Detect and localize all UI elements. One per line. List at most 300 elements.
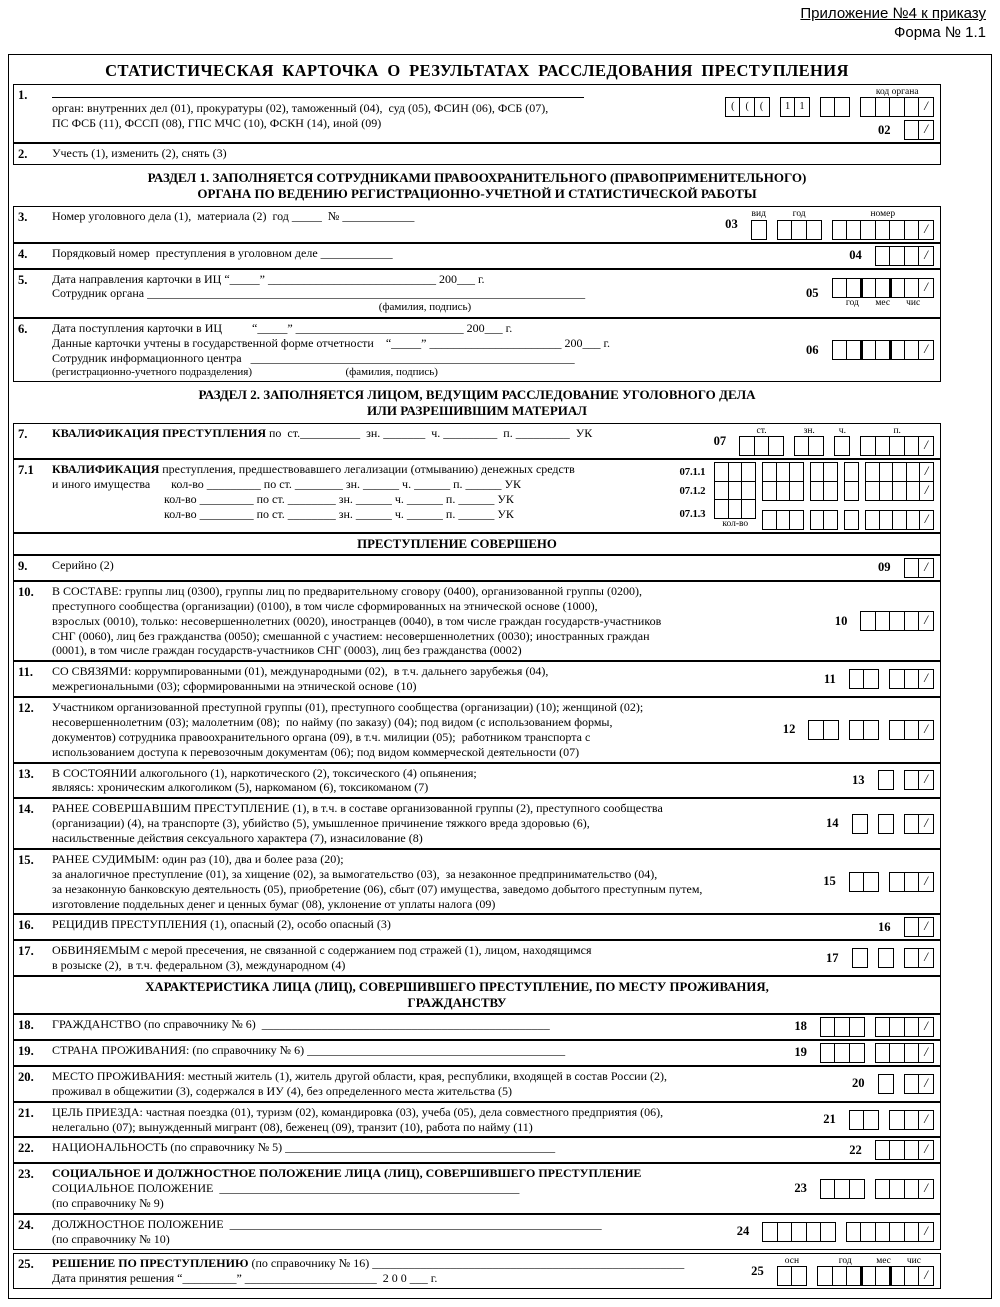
form-row-9 [14, 554, 940, 580]
row-text-line: РАНЕЕ СОВЕРШАВШИМ ПРЕСТУПЛЕНИЕ (1), в т.ч. в составе организованной группы (2), преступного сообщества [52, 801, 663, 816]
form-row-24 [14, 1213, 940, 1249]
code-cell-slash[interactable] [918, 1222, 934, 1242]
code-box-group [878, 948, 894, 968]
row-number: 24. [18, 1218, 34, 1233]
code-cell[interactable] [863, 720, 879, 740]
box-group-cells [849, 720, 879, 740]
code-box-group [810, 462, 838, 482]
slash-mark: / [924, 341, 928, 357]
code-box-line [852, 770, 934, 790]
code-box-line [849, 1140, 934, 1160]
code-cell-slash[interactable] [918, 1043, 934, 1063]
code-cell-slash[interactable] [918, 1179, 934, 1199]
code-cell[interactable] [878, 814, 894, 834]
row-number: 2. [18, 147, 28, 162]
row-text-line: (фамилия, подпись) [378, 301, 472, 314]
code-box-group [777, 1256, 807, 1286]
row-text-line: КВАЛИФИКАЦИЯ ПРЕСТУПЛЕНИЯ по ст.__________ зн. _______ ч. _________ п. _________ УК [52, 425, 593, 440]
code-cell[interactable] [741, 499, 756, 519]
code-cell[interactable] [794, 97, 810, 117]
box-group-cells [904, 770, 934, 790]
code-box-group [725, 97, 770, 117]
row-number: 17. [18, 944, 34, 959]
code-cell[interactable] [852, 948, 868, 968]
code-cell[interactable] [741, 481, 756, 501]
box-group-cells [820, 97, 850, 117]
row-number: 25. [18, 1256, 34, 1271]
box-group-cells [904, 120, 934, 140]
row-text-line: (организации) (4), на транспорте (3), убийство (5), умышленное причинение тяжкого вреда здоровью (6), [52, 816, 590, 831]
section-header-line: РАЗДЕЛ 1. ЗАПОЛНЯЕТСЯ СОТРУДНИКАМИ ПРАВООХРАНИТЕЛЬНОГО (ПРАВОПРИМЕНИТЕЛЬНОГО) [147, 170, 807, 186]
row-text-line: и иного имущества кол-во _________ по ст. ________ зн. ______ ч. ______ п. ______ УК [52, 477, 522, 492]
row-text-line: МЕСТО ПРОЖИВАНИЯ: местный житель (1), житель другой области, края, республики, входящей в состав России (2), [52, 1068, 667, 1083]
code-box-group [878, 814, 894, 834]
code-cell-slash[interactable] [918, 1110, 934, 1130]
row-code-boxes [849, 1140, 934, 1160]
box-group-cells [725, 97, 770, 117]
row-text-line: кол-во _________ по ст. ________ зн. ______ ч. ______ п. ______ УК [164, 507, 514, 521]
code-cell-slash[interactable] [918, 872, 934, 892]
box-group-cells [832, 340, 934, 360]
row-code-label: 05 [805, 285, 819, 300]
code-box-group [865, 462, 934, 482]
row-text [52, 1017, 786, 1037]
code-box-group [875, 1017, 934, 1037]
row-code-boxes [823, 1105, 934, 1135]
code-cell[interactable] [751, 220, 767, 240]
code-cell-slash[interactable] [918, 917, 934, 937]
code-cell-slash[interactable] [918, 220, 934, 240]
row-text-line: (по справочнику № 9) [52, 1196, 164, 1211]
code-box-group [739, 426, 784, 456]
row-number: 23. [18, 1167, 34, 1182]
appendix-note [800, 5, 986, 43]
row-text-line: взрослых (0010), только: несовершеннолетних (0020), иностранцев (0040), в том числе граждан государств-участников [52, 613, 662, 628]
row-number: 14. [18, 802, 34, 817]
seg-label: год [838, 1255, 852, 1266]
row-text [52, 246, 841, 266]
code-cell-slash[interactable] [918, 669, 934, 689]
row-code-label: 13 [852, 772, 865, 787]
code-cell[interactable] [844, 481, 859, 501]
form-body [13, 84, 987, 1289]
box-group-cells [904, 814, 934, 834]
row-text [52, 462, 672, 529]
code-box-group [810, 510, 838, 530]
row-text [52, 146, 934, 162]
code-cell[interactable] [852, 814, 868, 834]
code-cell[interactable] [791, 1266, 807, 1286]
code-cell[interactable] [844, 510, 859, 530]
code-cell[interactable] [878, 1074, 894, 1094]
code-cell-slash[interactable] [918, 246, 934, 266]
code-cell-slash[interactable] [918, 558, 934, 578]
cell-mark: 1 [785, 101, 791, 113]
box-group-cells [889, 872, 934, 892]
code-box-line [849, 246, 934, 266]
row-code-label: 18 [794, 1019, 807, 1034]
slash-mark: / [924, 720, 928, 736]
code-box-line [714, 426, 934, 456]
slash-mark: / [924, 463, 929, 479]
row-text [52, 584, 827, 658]
code-box-group [865, 510, 934, 530]
box-group-seg-labels [837, 298, 928, 308]
blank-write-line[interactable] [52, 87, 584, 98]
box-group-cells [780, 97, 810, 117]
inline-section-header-line: ХАРАКТЕРИСТИКА ЛИЦА (ЛИЦ), СОВЕРШИВШЕГО ПРЕСТУПЛЕНИЕ, ПО МЕСТУ ПРОЖИВАНИЯ, [145, 980, 769, 995]
slash-mark: / [924, 1017, 928, 1033]
code-box-group [865, 481, 934, 501]
row-number: 3. [18, 210, 28, 225]
code-cell[interactable] [823, 720, 839, 740]
code-box-line [835, 611, 934, 631]
row-text-line: Сотрудник органа _________________________________________________________________________ [52, 286, 586, 301]
code-box-group [777, 209, 822, 239]
seg-label: мес [875, 298, 891, 309]
code-box-group [904, 1074, 934, 1094]
box-group-cells [844, 462, 859, 482]
code-box-group [820, 1043, 865, 1063]
form-section-box [13, 423, 941, 533]
code-box-group [889, 1110, 934, 1130]
cell-mark: ( [731, 101, 735, 113]
row-code-boxes [835, 584, 934, 658]
code-box-group [834, 426, 850, 456]
row-code-boxes [823, 852, 934, 912]
code-box-group [844, 462, 859, 482]
box-group-cells [846, 1222, 934, 1242]
row-code-label: 21 [823, 1112, 836, 1127]
code-box-group [904, 814, 934, 834]
section-header-line: ОРГАНА ПО ВЕДЕНИЮ РЕГИСТРАЦИОННО-УЧЕТНОЙ И СТАТИСТИЧЕСКОЙ РАБОТЫ [197, 186, 757, 202]
box-group-cells [762, 510, 804, 530]
row-number: 16. [18, 918, 34, 933]
code-cell-slash[interactable] [918, 278, 934, 298]
code-box-group [762, 510, 804, 530]
code-cell[interactable] [823, 510, 838, 530]
code-cell[interactable] [863, 872, 879, 892]
slash-mark: / [924, 612, 928, 628]
code-box-line [823, 1110, 934, 1130]
slash-mark: / [924, 481, 929, 497]
code-cell-slash[interactable] [918, 770, 934, 790]
code-box-group [810, 481, 838, 501]
box-group-cells [878, 948, 894, 968]
box-group-cells [889, 1110, 934, 1130]
code-box-group [904, 917, 934, 937]
section-header [13, 382, 987, 423]
code-box-group [714, 462, 756, 482]
code-cell-slash[interactable] [918, 1140, 934, 1160]
box-group-label: зн. [803, 425, 815, 436]
form-row-14 [14, 797, 940, 848]
row-code-label: 03 [725, 216, 738, 231]
code-box-group [808, 720, 838, 740]
form-row-6 [14, 317, 940, 381]
code-cell[interactable] [823, 462, 838, 482]
row-number: 4. [18, 246, 28, 261]
box-group-cells [904, 917, 934, 937]
box-group-cells [810, 510, 838, 530]
row-text-line: (0001), в том числе граждан государств-участников СНГ (0003), лиц без гражданства (0002) [52, 643, 522, 658]
code-cell[interactable] [849, 1043, 865, 1063]
row-text-line: насильственные действия сексуального характера (7), изнасилование (8) [52, 831, 423, 846]
row-text-line: Данные карточки учтены в государственной форме отчетности “_____” ______________________ 200___ г. [52, 335, 611, 350]
code-cell-slash[interactable] [919, 462, 934, 482]
form-row-3 [14, 207, 940, 241]
box-group-cells [875, 1140, 934, 1160]
row-code-boxes [725, 87, 934, 140]
code-cell[interactable] [878, 770, 894, 790]
row-text-line: в розыске (2), в т.ч. федеральном (3), международном (4) [52, 958, 346, 973]
row-code-boxes [878, 917, 934, 937]
code-cell[interactable] [878, 948, 894, 968]
code-cell[interactable] [789, 481, 804, 501]
code-cell[interactable] [849, 1179, 865, 1199]
code-box-line [783, 720, 934, 740]
code-cell[interactable] [834, 97, 850, 117]
form-row-7 [14, 424, 940, 458]
cell-mark: 1 [799, 101, 805, 113]
code-box-line [751, 1256, 934, 1286]
form-row-25 [14, 1254, 940, 1288]
code-cell-slash[interactable] [918, 97, 934, 117]
code-cell-slash[interactable] [918, 120, 934, 140]
row-text-line: (по справочнику № 10) [52, 1231, 170, 1246]
row-code-label: 14 [826, 816, 839, 831]
row-code-boxes [751, 1256, 934, 1286]
code-box-group [852, 948, 868, 968]
inline-section-header [14, 534, 940, 554]
code-cell[interactable] [806, 220, 822, 240]
seg-label: чис [906, 1255, 921, 1266]
form-section-box [13, 533, 941, 1250]
code-box-group [904, 558, 934, 578]
row-text-line: Дата направления карточки в ИЦ “_____” ____________________________ 200___ г. [52, 271, 485, 286]
row-text-line: документов) сотрудника правоохранительного органа (09), в т.ч. милиции (05); работником транспорта с [52, 729, 591, 744]
code-box-group [860, 611, 934, 631]
box-group-cells [849, 872, 879, 892]
code-cell-slash[interactable] [918, 948, 934, 968]
box-group-label: код органа [875, 87, 919, 97]
row-code-boxes [680, 462, 934, 529]
row-text [52, 426, 706, 456]
row-number: 10. [18, 584, 34, 599]
code-box-group [889, 872, 934, 892]
box-group-cells [878, 814, 894, 834]
code-box-group [904, 948, 934, 968]
seg-label: мес [876, 1255, 891, 1266]
code-cell[interactable] [754, 97, 770, 117]
form-row-11 [14, 660, 940, 696]
box-group-cells [889, 720, 934, 740]
box-group-cells [875, 1179, 934, 1199]
code-cell[interactable] [768, 436, 784, 456]
cell-mark: ( [759, 101, 764, 113]
box-group-cells [865, 462, 934, 482]
row-code-boxes [725, 209, 934, 239]
slash-mark: / [924, 279, 928, 295]
row-code-label: 12 [782, 722, 796, 737]
code-box-group [904, 770, 934, 790]
code-cell[interactable] [820, 1222, 836, 1242]
row-code-label: 15 [823, 874, 836, 889]
code-box-group [849, 669, 879, 689]
code-cell[interactable] [789, 510, 804, 530]
row-text-line: несовершеннолетним (03); малолетним (08); по найму (по заказу) (04); под видом (с использованием формы, [52, 714, 613, 729]
box-group-label: номер [870, 209, 896, 220]
row-code-boxes [714, 426, 934, 456]
row-text-line: Учесть (1), изменить (2), снять (3) [52, 146, 227, 161]
code-box-group [820, 1017, 865, 1037]
form-row-2 [14, 142, 940, 164]
row-text-line: СОЦИАЛЬНОЕ ПОЛОЖЕНИЕ __________________________________________________ [52, 1181, 520, 1196]
row-text [52, 664, 816, 694]
row-text [52, 917, 870, 937]
row-text [52, 943, 818, 973]
code-box-line [794, 1017, 934, 1037]
row-number: 21. [18, 1105, 34, 1120]
form-row-16 [14, 913, 940, 939]
code-box-group [762, 481, 804, 501]
code-cell-slash[interactable] [918, 1266, 934, 1286]
row-code-boxes [849, 246, 934, 266]
section-header-line: ИЛИ РАЗРЕШИВШИМ МАТЕРИАЛ [367, 403, 587, 419]
row-text-line: В СОСТОЯНИИ алкогольного (1), наркотического (2), токсического (4) опьянения; [52, 765, 477, 780]
code-cell[interactable] [834, 436, 850, 456]
row-number: 12. [18, 701, 34, 716]
seg-label: чис [906, 298, 921, 309]
row-code-label: 25 [751, 1263, 764, 1278]
box-group-cells [889, 669, 934, 689]
form-row-12 [14, 696, 940, 762]
code-box-group [832, 278, 934, 308]
box-group-label: п. [893, 425, 901, 436]
form-row-18 [14, 1013, 940, 1039]
form-row-22 [14, 1136, 940, 1162]
code-cell[interactable] [808, 436, 824, 456]
code-box-line [852, 1074, 934, 1094]
code-cell-slash[interactable] [918, 436, 934, 456]
row-code-label: 04 [849, 248, 862, 263]
box-group-cells [810, 462, 838, 482]
code-box-group [878, 770, 894, 790]
box-group-cells [808, 720, 838, 740]
row-text-line: межрегиональными (03); сформированными на этнической основе (10) [52, 679, 417, 694]
code-box-group [844, 510, 859, 530]
row-text [52, 1217, 729, 1247]
row-text-line: изготовление поддельных денег и ценных бумаг (08), уклонение от уплаты налога (09) [52, 896, 496, 911]
row-text-line: РАНЕЕ СУДИМЫМ: один раз (10), два и более раза (20); [52, 851, 344, 866]
code-cell[interactable] [863, 669, 879, 689]
row-code-boxes [794, 1043, 934, 1063]
row-text [52, 558, 870, 578]
box-group-cells [762, 462, 804, 482]
row-text-line: (регистрационно-учетного подразделения) (фамилия, подпись) [52, 365, 438, 378]
form-number: Форма № 1.1 [893, 23, 986, 41]
code-box-line [725, 87, 934, 117]
code-cell-slash[interactable] [919, 481, 934, 501]
form-row-17 [14, 939, 940, 975]
box-group-cells [852, 814, 868, 834]
box-group-cells [860, 436, 934, 456]
row-text [52, 1105, 815, 1135]
code-box-group [889, 720, 934, 740]
box-group-cells [762, 481, 804, 501]
row-text-line: проживал в общежитии (3), содержался в ИУ (4), без определенного места жительства (5) [52, 1083, 513, 1098]
box-group-cells [904, 558, 934, 578]
code-box-line [794, 1043, 934, 1063]
row-code-label: 11 [823, 671, 836, 686]
code-box-line [725, 209, 934, 239]
slash-mark: / [924, 121, 928, 137]
row-code-label: 07.1.3 [679, 508, 706, 521]
row-text [52, 801, 818, 846]
box-group-cells [820, 1179, 865, 1199]
code-cell-slash[interactable] [918, 720, 934, 740]
code-box-line [680, 499, 934, 529]
code-box-group [751, 209, 767, 239]
box-group-label: ст. [756, 425, 767, 436]
code-box-line [824, 669, 934, 689]
box-group-cells [820, 1017, 865, 1037]
box-group-cells [794, 436, 824, 456]
inline-section-header-line: ГРАЖДАНСТВУ [407, 995, 507, 1010]
code-cell-slash[interactable] [918, 1074, 934, 1094]
code-box-group [820, 97, 850, 117]
box-group-cells [875, 1043, 934, 1063]
row-code-label: 17 [826, 950, 839, 965]
box-group-cells [878, 770, 894, 790]
row-code-boxes [806, 321, 934, 379]
row-text-line: ГРАЖДАНСТВО (по справочнику № 6) ________________________________________________ [52, 1016, 550, 1031]
row-number: 9. [18, 558, 28, 573]
code-cell[interactable] [844, 462, 859, 482]
row-text [52, 852, 815, 912]
box-group-cells [739, 436, 784, 456]
row-text-line: Дата поступления карточки в ИЦ “_____” ____________________________ 200___ г. [52, 320, 513, 335]
code-cell-slash[interactable] [918, 340, 934, 360]
row-code-label: 16 [878, 919, 891, 934]
code-box-group [860, 87, 934, 117]
slash-mark: / [924, 918, 928, 934]
slash-mark: / [924, 1179, 928, 1195]
code-cell[interactable] [741, 462, 756, 482]
row-text-line: СОЦИАЛЬНОЕ И ДОЛЖНОСТНОЕ ПОЛОЖЕНИЕ ЛИЦА (ЛИЦ), СОВЕРШИВШЕГО ПРЕСТУПЛЕНИЕ [52, 1166, 642, 1181]
code-cell-slash[interactable] [918, 1017, 934, 1037]
code-cell[interactable] [849, 1017, 865, 1037]
row-code-boxes [826, 801, 934, 846]
row-text [52, 700, 775, 760]
row-number: 22. [18, 1141, 34, 1156]
row-text-line: за незаконную банковскую деятельность (05), приобретение (06), сбыт (07) имущества, заведомо добытого преступным путем, [52, 881, 703, 896]
code-cell-slash[interactable] [918, 814, 934, 834]
code-cell-slash[interactable] [918, 611, 934, 631]
code-cell[interactable] [823, 481, 838, 501]
code-cell[interactable] [863, 1110, 879, 1130]
row-number: 15. [18, 852, 34, 867]
slash-mark: / [924, 1074, 928, 1090]
box-group-cells [714, 462, 756, 482]
seg-label: год [845, 298, 859, 309]
code-cell[interactable] [789, 462, 804, 482]
form-title: СТАТИСТИЧЕСКАЯ КАРТОЧКА О РЕЗУЛЬТАТАХ РАССЛЕДОВАНИЯ ПРЕСТУПЛЕНИЯ [105, 61, 849, 80]
form-row-13 [14, 762, 940, 798]
code-box-group [875, 246, 934, 266]
box-group-cells [865, 510, 934, 530]
code-cell-slash[interactable] [919, 510, 934, 530]
